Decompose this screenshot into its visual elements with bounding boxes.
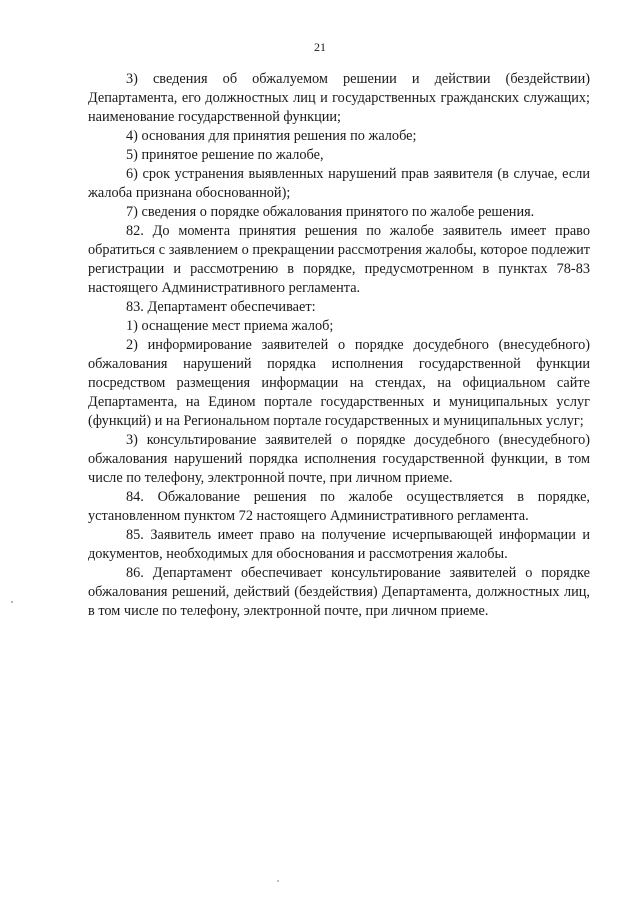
paragraph-item-7: 7) сведения о порядке обжалования принятого по жалобе решения. <box>126 204 535 220</box>
paragraph-82: 82. До момента принятия решения по жалобе заявитель имеет право обратиться с заявлением о прекращении рассмотрения жалобы, которое подлежит регистрации и рассмотрению в порядке, предусмотренном в пунктах 78-83 настоящего Административного регламента. <box>88 223 590 296</box>
paragraph-84: 84. Обжалование решения по жалобе осуществляется в порядке, установленном пунктом 72 настоящего Административного регламента. <box>88 489 590 524</box>
paragraph-83: 83. Департамент обеспечивает: <box>126 299 316 315</box>
scan-speck-mark-bottom <box>277 880 279 882</box>
paragraph-item-5: 5) принятое решение по жалобе, <box>126 147 324 163</box>
paragraph-item-6: 6) срок устранения выявленных нарушений прав заявителя (в случае, если жалоба признана обоснованной); <box>88 166 590 201</box>
scan-speck-mark <box>11 601 13 603</box>
paragraph-85: 85. Заявитель имеет право на получение исчерпывающей информации и документов, необходимых для обоснования и рассмотрения жалобы. <box>88 527 590 562</box>
paragraph-83-item-1: 1) оснащение мест приема жалоб; <box>126 318 334 334</box>
paragraph-86: 86. Департамент обеспечивает консультирование заявителей о порядке обжалования решений, действий (бездействия) Департамента, должностных лиц, в том числе по телефону, электронной почте, при личном приеме. <box>88 565 590 619</box>
page-number: 21 <box>314 40 326 54</box>
paragraph-83-item-3: 3) консультирование заявителей о порядке досудебного (внесудебного) обжалования нарушений порядка исполнения государственной функции, в том числе по телефону, электронной почте, при личном приеме. <box>88 432 590 486</box>
paragraph-item-4: 4) основания для принятия решения по жалобе; <box>126 128 417 144</box>
document-body <box>88 70 590 621</box>
paragraph-83-item-2: 2) информирование заявителей о порядке досудебного (внесудебного) обжалования нарушений порядка исполнения государственной функции посредством размещения информации на стендах, на официальном сайте Департамента, на Едином портале государственных и муниципальных услуг (функций) и на Региональном портале государственных и муниципальных услуг; <box>88 337 590 429</box>
paragraph-item-3: 3) сведения об обжалуемом решении и действии (бездействии) Департамента, его должностных лиц и государственных гражданских служащих; наименование государственной функции; <box>88 71 590 125</box>
